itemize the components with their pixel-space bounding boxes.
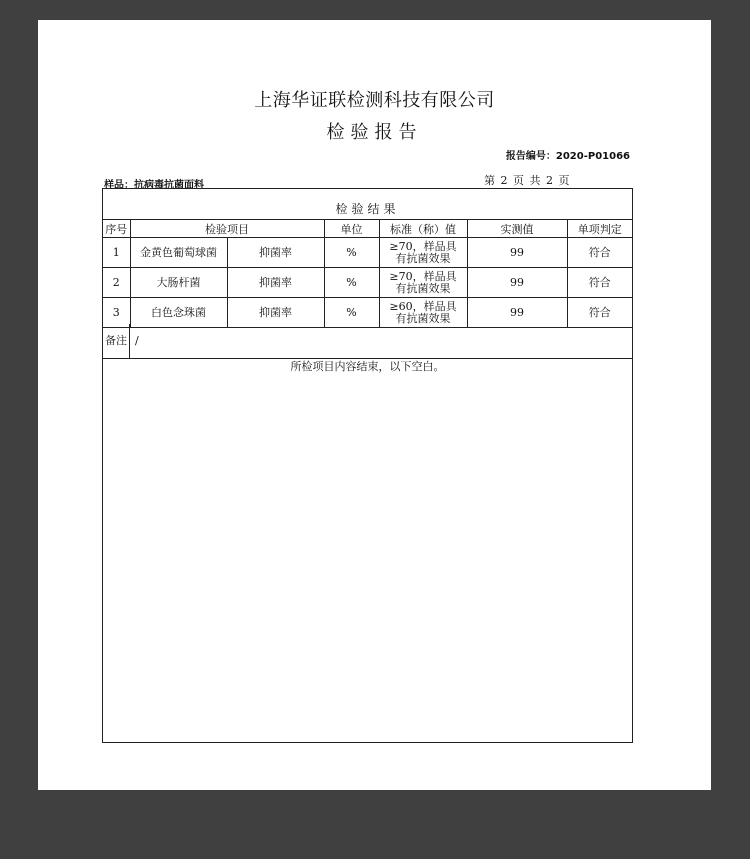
row-number: 2 bbox=[103, 268, 130, 298]
column-header: 序号 bbox=[103, 220, 130, 238]
standard-value: ≥60，样品具 有抗菌效果 bbox=[379, 298, 467, 328]
verdict: 符合 bbox=[567, 238, 632, 268]
table-header-row bbox=[103, 220, 632, 238]
column-header: 单位 bbox=[324, 220, 379, 238]
table-row bbox=[103, 268, 632, 298]
column-header: 单项判定 bbox=[567, 220, 632, 238]
remark-value: / bbox=[135, 334, 139, 347]
page-number: 第 2 页 共 2 页 bbox=[484, 174, 571, 187]
standard-value: ≥70，样品具 有抗菌效果 bbox=[379, 238, 467, 268]
table-row bbox=[103, 238, 632, 268]
sample-name: 样品：抗病毒抗菌面料 bbox=[104, 180, 204, 191]
measured-value: 99 bbox=[467, 298, 567, 328]
column-header: 标准（称）值 bbox=[379, 220, 467, 238]
table-row bbox=[103, 298, 632, 328]
test-item: 抑菌率 bbox=[227, 298, 324, 328]
verdict: 符合 bbox=[567, 298, 632, 328]
test-item: 抑菌率 bbox=[227, 268, 324, 298]
measured-value: 99 bbox=[467, 238, 567, 268]
report-number: 报告编号：2020-P01066 bbox=[505, 151, 630, 162]
measured-value: 99 bbox=[467, 268, 567, 298]
row-number: 1 bbox=[103, 238, 130, 268]
column-header: 检验项目 bbox=[130, 220, 324, 238]
standard-value: ≥70，样品具 有抗菌效果 bbox=[379, 268, 467, 298]
company-name: 上海华证联检测科技有限公司 bbox=[254, 90, 495, 111]
column-header: 实测值 bbox=[467, 220, 567, 238]
report-page bbox=[38, 20, 711, 790]
remark-row bbox=[103, 324, 632, 359]
unit: % bbox=[324, 238, 379, 268]
remark-label: 备注 bbox=[103, 324, 130, 358]
results-table bbox=[103, 219, 632, 328]
unit: % bbox=[324, 298, 379, 328]
document-title: 检验报告 bbox=[326, 122, 423, 143]
test-organism: 金黄色葡萄球菌 bbox=[130, 238, 227, 268]
test-item: 抑菌率 bbox=[227, 238, 324, 268]
test-organism: 白色念珠菌 bbox=[130, 298, 227, 328]
verdict: 符合 bbox=[567, 268, 632, 298]
row-number: 3 bbox=[103, 298, 130, 328]
results-frame bbox=[102, 188, 633, 743]
test-organism: 大肠杆菌 bbox=[130, 268, 227, 298]
unit: % bbox=[324, 268, 379, 298]
section-title: 检验结果 bbox=[335, 202, 400, 216]
end-note: 所检项目内容结束，以下空白。 bbox=[290, 360, 445, 373]
